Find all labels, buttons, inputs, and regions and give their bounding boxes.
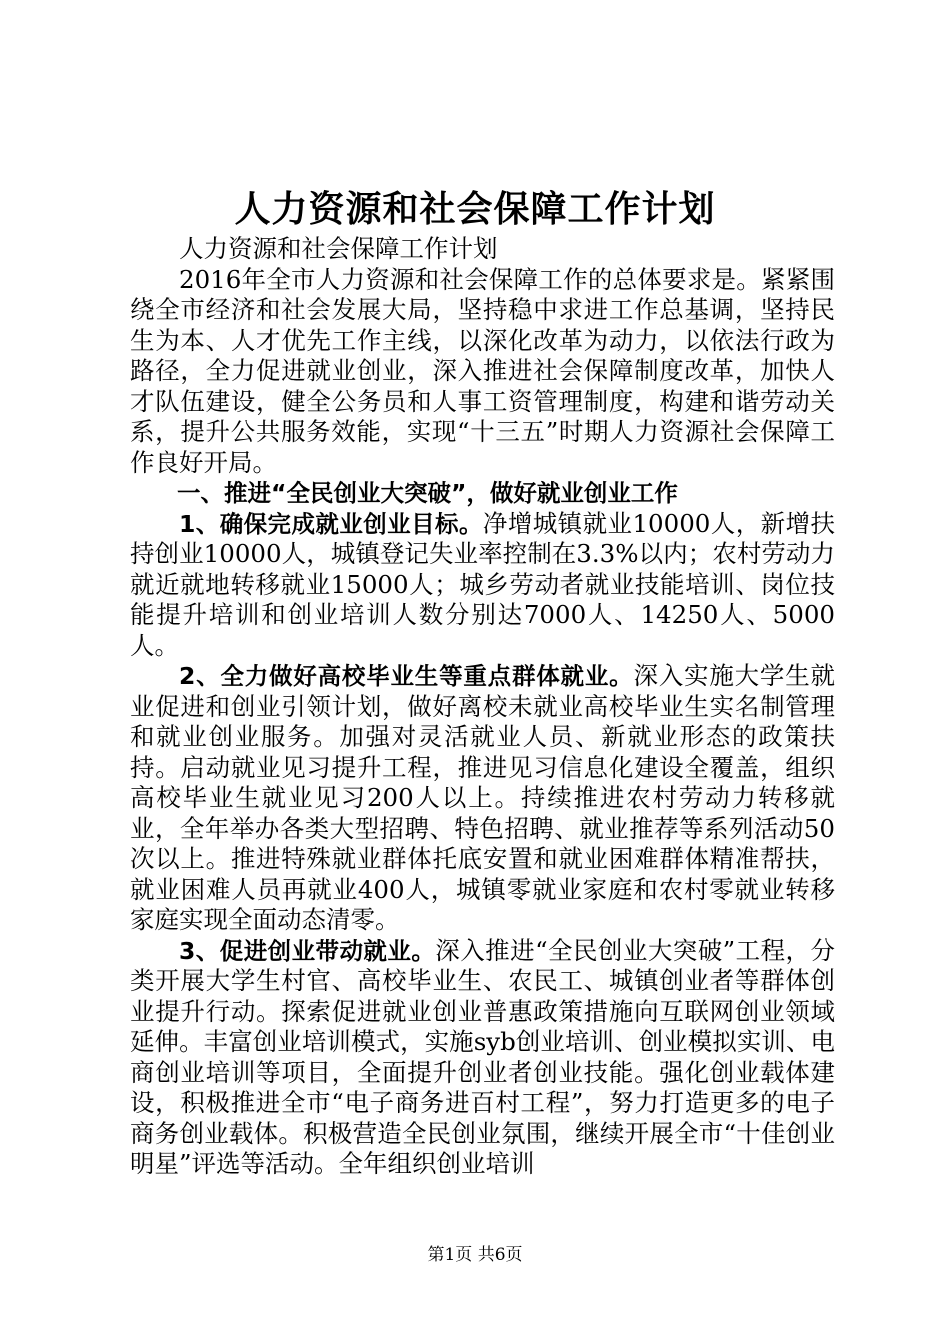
- subtitle-paragraph: 人力资源和社会保障工作计划: [179, 234, 498, 263]
- document-title: 人力资源和社会保障工作计划: [234, 189, 716, 230]
- item-text-2: 深入实施大学生就业促进和创业引领计划，做好离校未就业高校毕业生实名制管理和就业创业服务。加强对灵活就业人员、新就业形态的政策扶持。启动就业见习提升工程，推进见习信息化建设全覆盖，组织高校毕业生就业见习200人以上。持续推进农村劳动力转移就业，全年举办各类大型招聘、特色招聘、就业推荐等系列活动50次以上。推进特殊就业群体托底安置和就业困难群体精准帮扶，就业困难人员再就业400人，城镇零就业家庭和农村零就业转移家庭实现全面动态清零。: [130, 661, 835, 934]
- intro-paragraph: 2016年全市人力资源和社会保障工作的总体要求是。紧紧围绕全市经济和社会发展大局，坚持稳中求进工作总基调，坚持民生为本、人才优先工作主线，以深化改革为动力，以依法行政为路径，全力促进就业创业，深入推进社会保障制度改革，加快人才队伍建设，健全公务员和人事工资管理制度，构建和谐劳动关系，提升公共服务效能，实现“十三五”时期人力资源社会保障工作良好开局。: [130, 264, 835, 477]
- page-footer: 第1页 共6页: [427, 1245, 523, 1265]
- item-text-3: 深入推进“全民创业大突破”工程，分类开展大学生村官、高校毕业生、农民工、城镇创业者等群体创业提升行动。探索促进就业创业普惠政策措施向互联网创业领域延伸。丰富创业培训模式，实施syb创业培训、创业模拟实训、电商创业培训等项目，全面提升创业者创业技能。强化创业载体建设，积极推进全市“电子商务进百村工程”，努力打造更多的电子商务创业载体。积极营造全民创业氛围，继续开展全市“十佳创业明星”评选等活动。全年组织创业培训: [130, 935, 835, 1178]
- item-paragraph-2: [130, 661, 835, 936]
- section-heading: 一、推进“全民创业大突破”，做好就业创业工作: [177, 479, 678, 507]
- item-lead-2: 2、全力做好高校毕业生等重点群体就业。: [179, 662, 634, 690]
- item-lead-1: 1、确保完成就业创业目标。: [179, 509, 483, 538]
- item-paragraph-3: [130, 936, 835, 1180]
- item-paragraph-1: [130, 509, 835, 662]
- document-body: [130, 234, 835, 1180]
- item-text-1: 净增城镇就业10000人，新增扶持创业10000人，城镇登记失业率控制在3.3%以内；农村劳动力就近就地转移就业15000人；城乡劳动者就业技能培训、岗位技能提升培训和创业培训人数分别达7000人、14250人、5000人。: [130, 508, 836, 660]
- item-lead-3: 3、促进创业带动就业。: [179, 936, 436, 965]
